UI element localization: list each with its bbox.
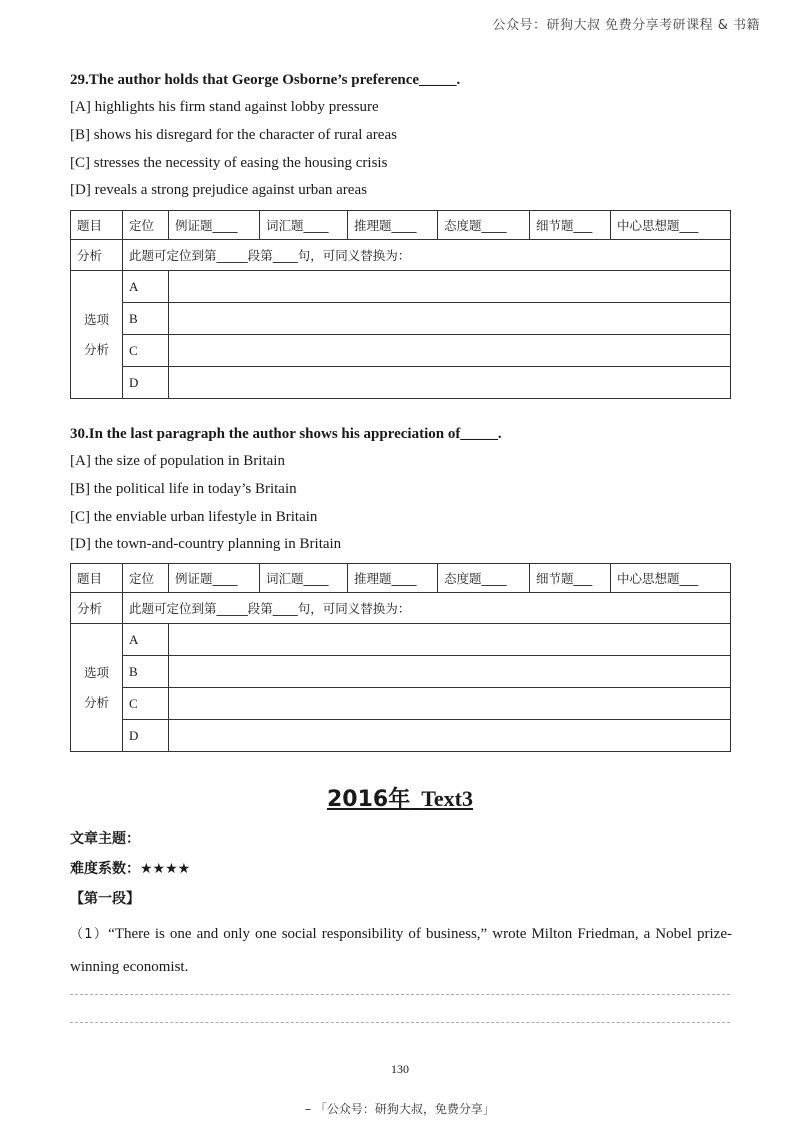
option-letter-d: D (123, 720, 169, 752)
type-attitude: 态度题____ (438, 211, 530, 240)
q29-option-b: [B] shows his disregard for the character of rural areas (70, 127, 397, 143)
option-analysis-label: 选项 分析 (71, 624, 123, 752)
type-example: 例证题____ (169, 211, 260, 240)
section-title (0, 782, 800, 813)
sentence-1 (70, 918, 732, 984)
type-attitude: 态度题____ (438, 564, 530, 593)
difficulty-row (70, 858, 190, 878)
type-inference: 推理题____ (348, 211, 438, 240)
option-letter-a: A (123, 271, 169, 303)
type-detail: 细节题___ (530, 564, 611, 593)
option-analysis-label: 选项 分析 (71, 271, 123, 399)
option-a-cell (169, 624, 731, 656)
dashed-writing-line-2 (70, 1022, 730, 1023)
row-label-analysis: 分析 (71, 593, 123, 624)
locate-sentence: 此题可定位到第_____段第____句，可同义替换为： (123, 593, 731, 624)
dashed-writing-line-1 (70, 994, 730, 995)
question-30-stem: 30.In the last paragraph the author shows his appreciation of_____. (70, 426, 502, 442)
row-label-analysis: 分析 (71, 240, 123, 271)
type-vocabulary: 词汇题____ (260, 564, 348, 593)
section-year: 2016年 (327, 787, 411, 812)
option-b-cell (169, 303, 731, 335)
q29-option-d: [D] reveals a strong prejudice against urban areas (70, 182, 367, 198)
option-letter-a: A (123, 624, 169, 656)
q29-analysis-table (70, 210, 731, 399)
q29-option-a: [A] highlights his firm stand against lobby pressure (70, 99, 379, 115)
q30-option-c: [C] the enviable urban lifestyle in Britain (70, 509, 318, 525)
option-c-cell (169, 335, 731, 367)
page-number: 130 (391, 1062, 409, 1076)
article-theme-label: 文章主题： (70, 831, 140, 847)
locate-sentence: 此题可定位到第_____段第____句，可同义替换为： (123, 240, 731, 271)
q30-option-d: [D] the town-and-country planning in Britain (70, 536, 342, 552)
sentence-number: （1） (70, 927, 109, 942)
type-inference: 推理题____ (348, 564, 438, 593)
header-note: 公众号：研狗大叔 免费分享考研课程 & 书籍 (492, 18, 760, 33)
paragraph-label: 【第一段】 (70, 891, 140, 907)
option-d-cell (169, 720, 731, 752)
type-example: 例证题____ (169, 564, 260, 593)
q30-option-a: [A] the size of population in Britain (70, 453, 285, 469)
row-label-topic: 题目 (71, 564, 123, 593)
sentence-text: “There is one and only one social responsibility of business,” wrote Milton Friedman, a Nobel prize-winning economist. (70, 926, 732, 975)
question-29-stem: 29.The author holds that George Osborne’s preference_____. (70, 72, 461, 88)
type-detail: 细节题___ (530, 211, 611, 240)
option-letter-d: D (123, 367, 169, 399)
q30-option-b: [B] the political life in today’s Britain (70, 481, 297, 497)
option-letter-b: B (123, 656, 169, 688)
type-main-idea: 中心思想题___ (611, 564, 731, 593)
type-locate: 定位 (123, 211, 169, 240)
row-label-topic: 题目 (71, 211, 123, 240)
section-text-label: Text3 (421, 786, 473, 811)
option-a-cell (169, 271, 731, 303)
option-letter-b: B (123, 303, 169, 335)
option-b-cell (169, 656, 731, 688)
type-main-idea: 中心思想题___ (611, 211, 731, 240)
option-letter-c: C (123, 688, 169, 720)
q30-analysis-table (70, 563, 731, 752)
option-c-cell (169, 688, 731, 720)
type-locate: 定位 (123, 564, 169, 593)
footer-note: – 「公众号：研狗大叔，免费分享」 (305, 1102, 495, 1116)
option-d-cell (169, 367, 731, 399)
difficulty-label: 难度系数： (70, 861, 140, 877)
option-letter-c: C (123, 335, 169, 367)
q29-option-c: [C] stresses the necessity of easing the housing crisis (70, 155, 388, 171)
type-vocabulary: 词汇题____ (260, 211, 348, 240)
difficulty-stars: ★★★★ (140, 861, 191, 877)
